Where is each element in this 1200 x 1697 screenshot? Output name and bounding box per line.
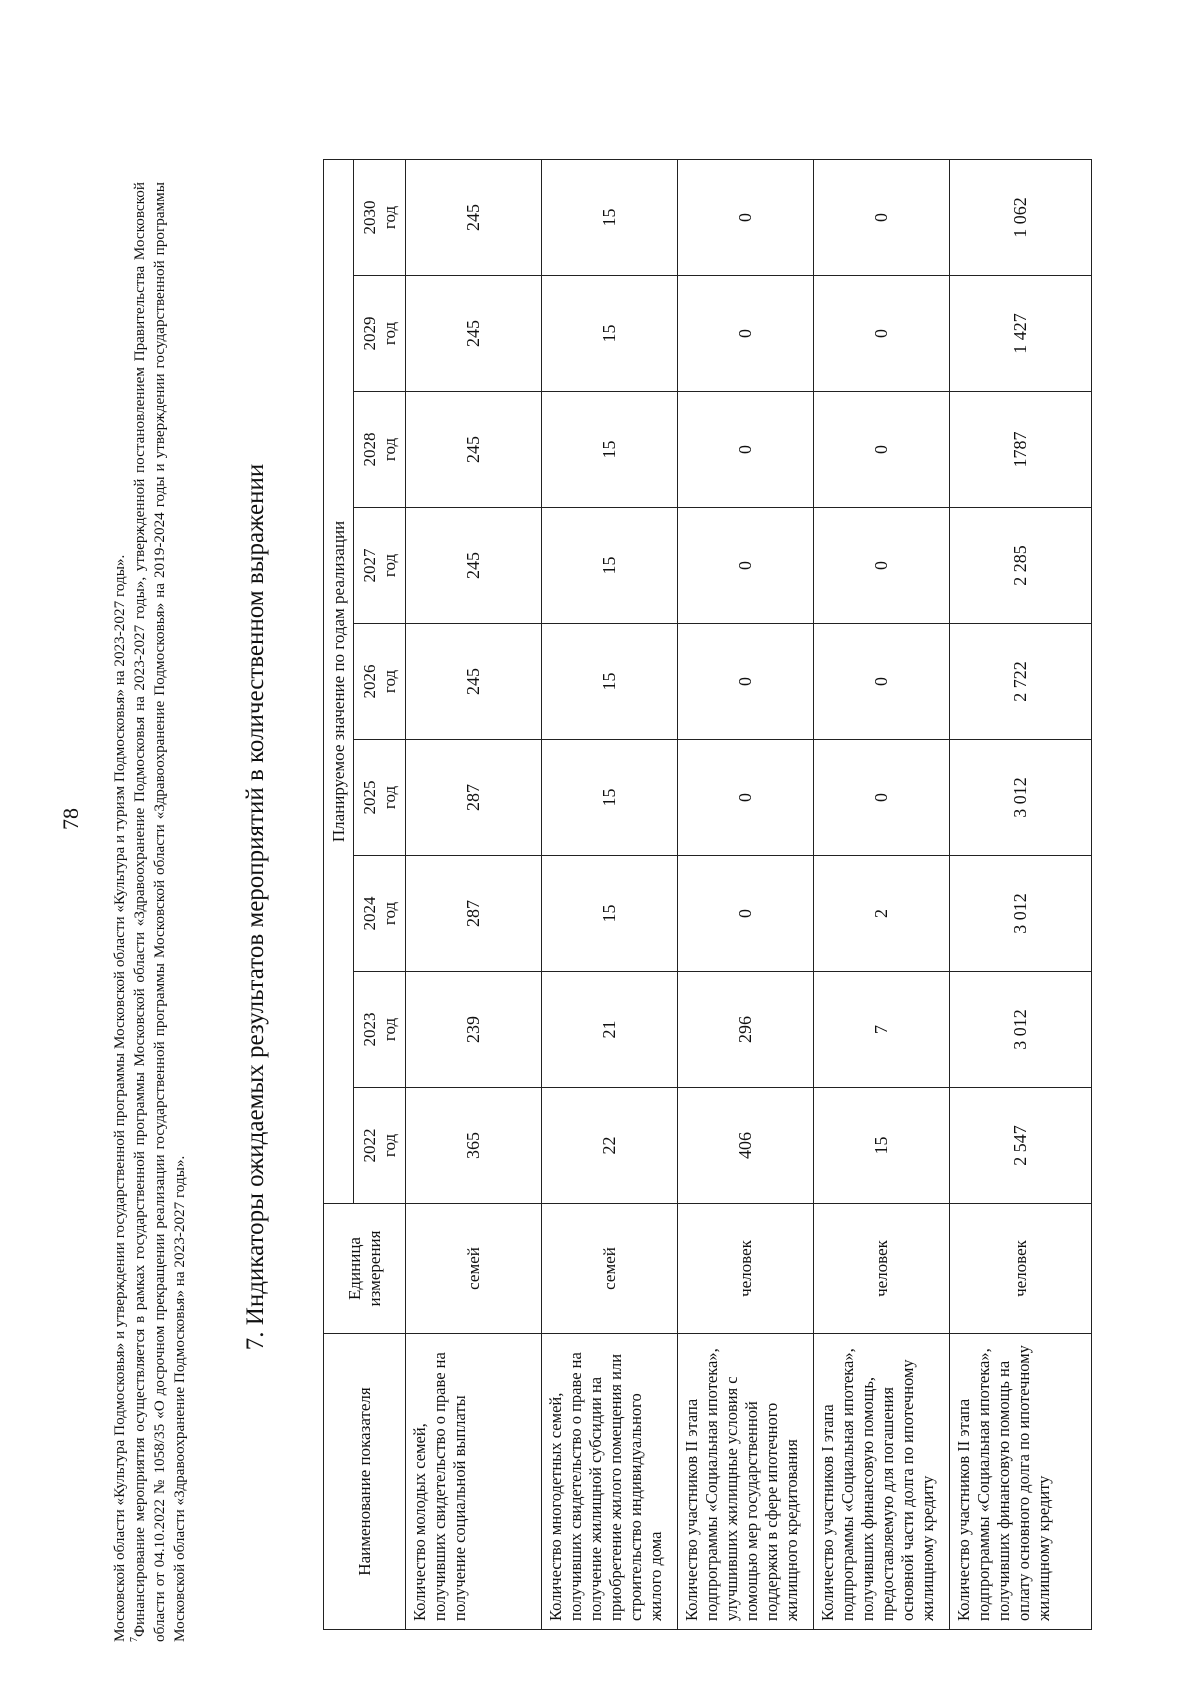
- indicator-name: Количество участников II этапа подпрограммы «Социальная ипотека», получивших финансовую помощь на оплату основного долга по ипотечному жилищному кредиту: [950, 1334, 1092, 1630]
- header-unit: Единица измерения: [324, 1204, 406, 1334]
- year-label: 2030: [359, 200, 379, 235]
- year-unit-label: год: [379, 553, 399, 578]
- value-cell: 0: [678, 160, 814, 276]
- year-unit-label: год: [379, 1133, 399, 1158]
- table-body: [406, 160, 1092, 1630]
- value-cell: 2: [814, 856, 950, 972]
- year-label: 2027: [359, 548, 379, 583]
- value-cell: 245: [406, 392, 542, 508]
- footnotes: [110, 182, 190, 1642]
- header-planned: Планируемое значение по годам реализации: [324, 160, 354, 1204]
- header-name: Наименование показателя: [324, 1334, 406, 1630]
- footnote-mark: 7: [129, 1637, 140, 1642]
- year-label: 2022: [359, 1128, 379, 1163]
- indicator-name: Количество участников I этапа подпрограммы «Социальная ипотека», получивших финансовую помощь, предоставляемую для погашения основной части долга по ипотечному жилищному кредиту: [814, 1334, 950, 1630]
- value-cell: 296: [678, 972, 814, 1088]
- year-label: 2025: [359, 780, 379, 815]
- year-header-2027: [354, 508, 406, 624]
- footnote-7: [130, 182, 190, 1642]
- value-cell: 2 722: [950, 624, 1092, 740]
- value-cell: 15: [542, 392, 678, 508]
- indicator-name: Количество многодетных семей, получивших свидетельство о праве на получение жилищной субсидии на приобретение жилого помещения или строительство индивидуального жилого дома: [542, 1334, 678, 1630]
- value-cell: 15: [542, 856, 678, 972]
- value-cell: 0: [814, 392, 950, 508]
- value-cell: 0: [814, 276, 950, 392]
- year-unit-label: год: [379, 669, 399, 694]
- footnote-continuation: Московской области «Культура Подмосковья» и утверждении государственной программы Московской области «Культура и туризм Подмосковья» на 2023-2027 годы».: [111, 554, 128, 1642]
- value-cell: 7: [814, 972, 950, 1088]
- indicator-unit: семей: [542, 1204, 678, 1334]
- value-cell: 15: [814, 1088, 950, 1204]
- value-cell: 406: [678, 1088, 814, 1204]
- rotated-page: [0, 117, 1110, 1697]
- page-number: 78: [58, 808, 83, 830]
- year-header-2026: [354, 624, 406, 740]
- year-header-2030: [354, 160, 406, 276]
- value-cell: 239: [406, 972, 542, 1088]
- footnote-text: Финансирование мероприятия осуществляется в рамках государственной программы Московской области «Здравоохранение Подмосковья на 2023-2027 годы», утвержденной постановлением Правительства Московской области от 04.10.2022 № 1058/35 «О досрочном прекращении реализации государственной программы Московской области «Здравоохранение Подмосковья» на 2019-2024 годы и утверждении государственной программы Московской области «Здравоохранение Подмосковья» на 2023-2027 годы».: [131, 182, 188, 1642]
- table-row: [678, 160, 814, 1630]
- year-header-2023: [354, 972, 406, 1088]
- year-header-2024: [354, 856, 406, 972]
- indicator-unit: человек: [950, 1204, 1092, 1334]
- value-cell: 287: [406, 740, 542, 856]
- indicator-name: Количество участников II этапа подпрограммы «Социальная ипотека», улучшивших жилищные условия с помощью мер государственной поддержки в сфере ипотечного жилищного кредитования: [678, 1334, 814, 1630]
- year-label: 2024: [359, 896, 379, 931]
- value-cell: 15: [542, 740, 678, 856]
- value-cell: 2 547: [950, 1088, 1092, 1204]
- year-unit-label: год: [379, 437, 399, 462]
- year-unit-label: год: [379, 205, 399, 230]
- value-cell: 0: [678, 856, 814, 972]
- value-cell: 15: [542, 508, 678, 624]
- year-header-2028: [354, 392, 406, 508]
- value-cell: 287: [406, 856, 542, 972]
- indicator-name: Количество молодых семей, получивших свидетельство о праве на получение социальной выплаты: [406, 1334, 542, 1630]
- indicator-unit: человек: [814, 1204, 950, 1334]
- value-cell: 0: [678, 276, 814, 392]
- value-cell: 3 012: [950, 740, 1092, 856]
- year-header-2029: [354, 276, 406, 392]
- year-unit-label: год: [379, 321, 399, 346]
- value-cell: 1 427: [950, 276, 1092, 392]
- section-title: 7. Индикаторы ожидаемых результатов мероприятий в количественном выражении: [242, 463, 269, 1351]
- value-cell: 0: [814, 740, 950, 856]
- value-cell: 245: [406, 508, 542, 624]
- value-cell: 21: [542, 972, 678, 1088]
- value-cell: 15: [542, 624, 678, 740]
- year-header-2025: [354, 740, 406, 856]
- value-cell: 22: [542, 1088, 678, 1204]
- value-cell: 3 012: [950, 972, 1092, 1088]
- value-cell: 0: [814, 508, 950, 624]
- table-row: [814, 160, 950, 1630]
- year-unit-label: год: [379, 901, 399, 926]
- indicator-unit: семей: [406, 1204, 542, 1334]
- value-cell: 15: [542, 160, 678, 276]
- value-cell: 0: [678, 508, 814, 624]
- value-cell: 1787: [950, 392, 1092, 508]
- indicators-table: [323, 159, 1092, 1630]
- year-label: 2023: [359, 1012, 379, 1047]
- year-unit-label: год: [379, 1017, 399, 1042]
- value-cell: 15: [542, 276, 678, 392]
- table-row: [406, 160, 542, 1630]
- year-label: 2026: [359, 664, 379, 699]
- value-cell: 0: [678, 740, 814, 856]
- value-cell: 245: [406, 276, 542, 392]
- table-row: [542, 160, 678, 1630]
- year-label: 2029: [359, 316, 379, 351]
- value-cell: 245: [406, 624, 542, 740]
- year-unit-label: год: [379, 785, 399, 810]
- value-cell: 1 062: [950, 160, 1092, 276]
- year-header-2022: [354, 1088, 406, 1204]
- indicator-unit: человек: [678, 1204, 814, 1334]
- value-cell: 2 285: [950, 508, 1092, 624]
- value-cell: 3 012: [950, 856, 1092, 972]
- value-cell: 0: [678, 624, 814, 740]
- value-cell: 0: [814, 624, 950, 740]
- table-row: [950, 160, 1092, 1630]
- value-cell: 0: [814, 160, 950, 276]
- value-cell: 365: [406, 1088, 542, 1204]
- value-cell: 245: [406, 160, 542, 276]
- year-label: 2028: [359, 432, 379, 467]
- value-cell: 0: [678, 392, 814, 508]
